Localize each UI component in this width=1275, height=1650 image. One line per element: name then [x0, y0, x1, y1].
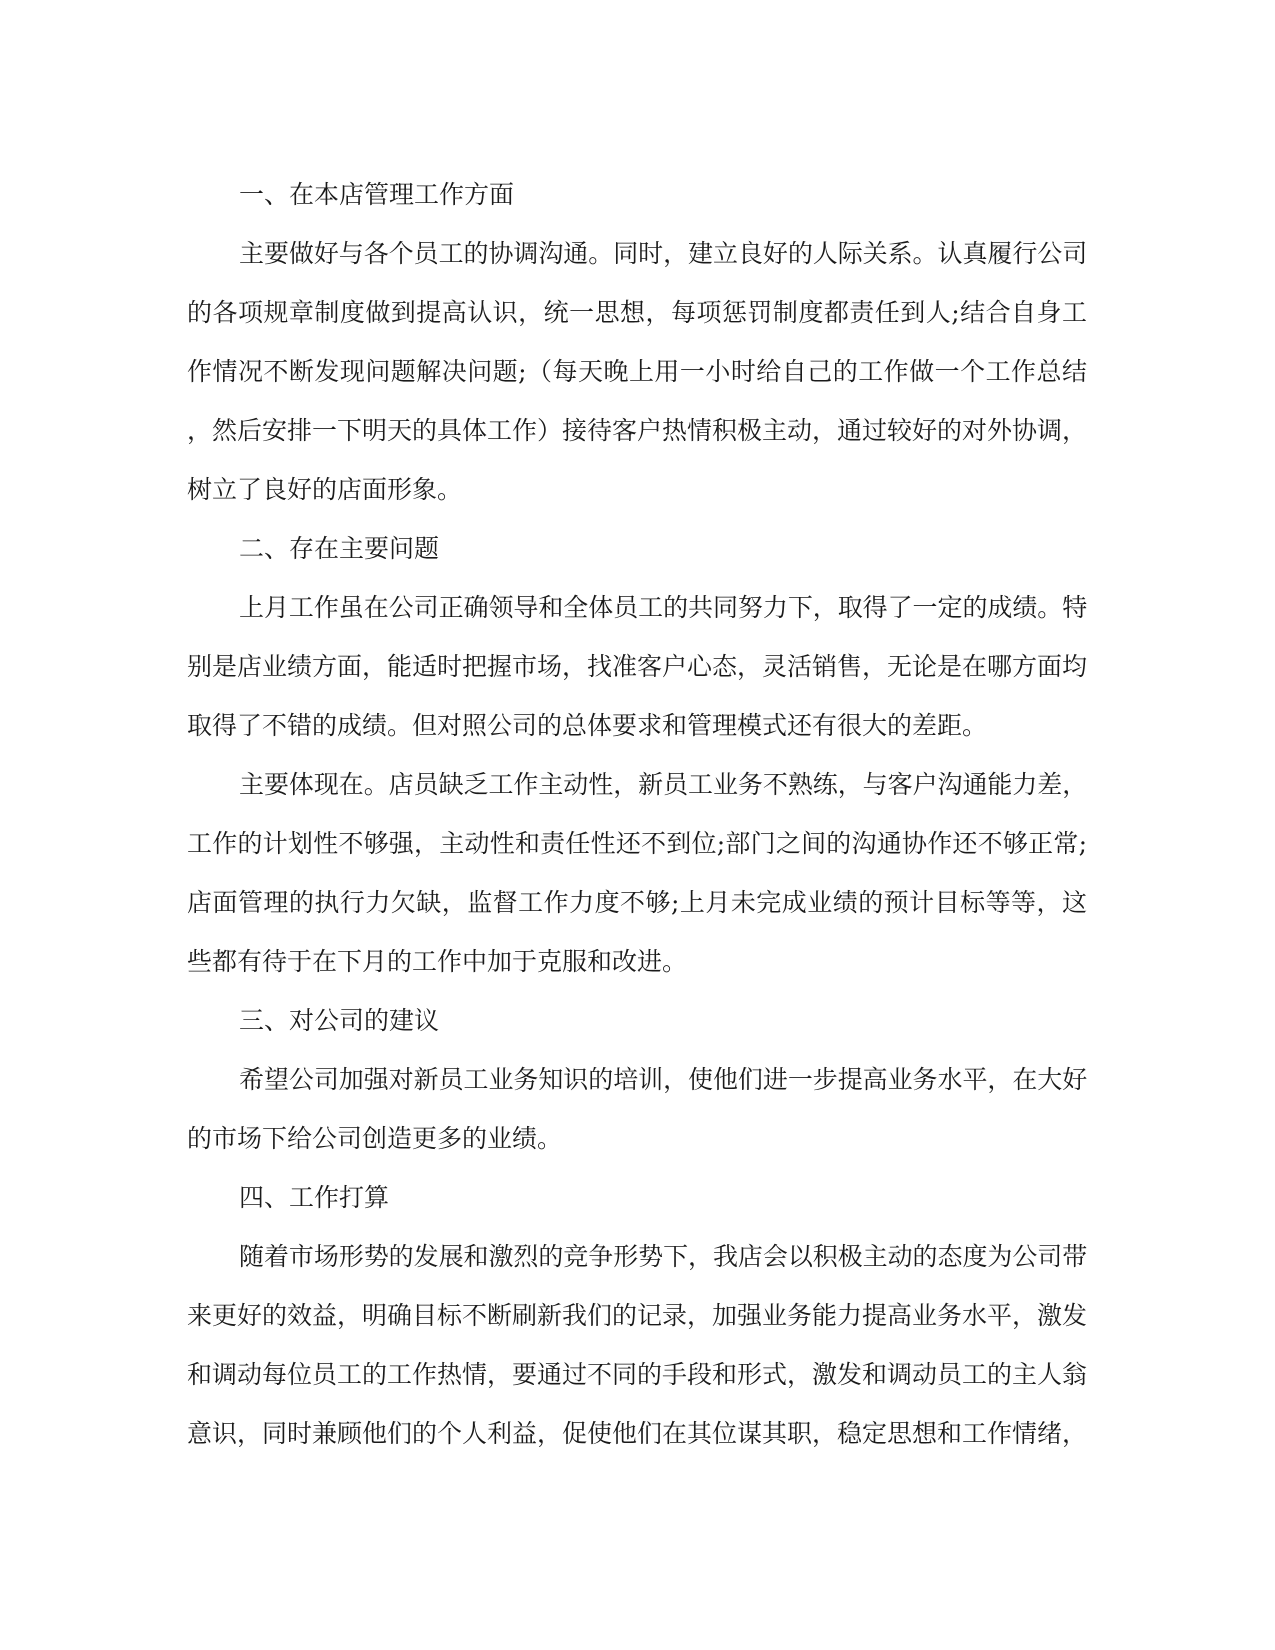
text-line: ，然后安排一下明天的具体工作）接待客户热情积极主动，通过较好的对外协调， — [187, 416, 1088, 445]
document-body — [187, 165, 1087, 1463]
text-line: 一、在本店管理工作方面 — [239, 180, 515, 209]
text-line: 和调动每位员工的工作热情，要通过不同的手段和形式，激发和调动员工的主人翁 — [187, 1360, 1088, 1389]
text-line: 树立了良好的店面形象。 — [187, 475, 463, 504]
text-line: 上月工作虽在公司正确领导和全体员工的共同努力下，取得了一定的成绩。特 — [239, 593, 1087, 622]
text-line: 主要体现在。店员缺乏工作主动性，新员工业务不熟练，与客户沟通能力差， — [239, 770, 1087, 799]
text-line: 作情况不断发现问题解决问题;（每天晚上用一小时给自己的工作做一个工作总结 — [187, 357, 1087, 386]
text-line: 工作的计划性不够强，主动性和责任性还不到位;部门之间的沟通协作还不够正常; — [187, 829, 1087, 858]
text-line: 意识，同时兼顾他们的个人利益，促使他们在其位谋其职，稳定思想和工作情绪， — [187, 1419, 1088, 1448]
text-line: 取得了不错的成绩。但对照公司的总体要求和管理模式还有很大的差距。 — [187, 711, 988, 740]
text-line: 些都有待于在下月的工作中加于克服和改进。 — [187, 947, 688, 976]
text-line: 三、对公司的建议 — [239, 1006, 440, 1035]
text-line: 四、工作打算 — [239, 1183, 390, 1212]
text-line: 的各项规章制度做到提高认识，统一思想，每项惩罚制度都责任到人;结合自身工 — [187, 298, 1087, 327]
text-line: 主要做好与各个员工的协调沟通。同时，建立良好的人际关系。认真履行公司 — [239, 239, 1087, 268]
text-line: 别是店业绩方面，能适时把握市场，找准客户心态，灵活销售，无论是在哪方面均 — [187, 652, 1088, 681]
text-line: 希望公司加强对新员工业务知识的培训，使他们进一步提高业务水平，在大好 — [239, 1065, 1087, 1094]
text-line: 来更好的效益，明确目标不断刷新我们的记录，加强业务能力提高业务水平，激发 — [187, 1301, 1088, 1330]
text-line: 随着市场形势的发展和激烈的竞争形势下，我店会以积极主动的态度为公司带 — [239, 1242, 1087, 1271]
text-line: 的市场下给公司创造更多的业绩。 — [187, 1124, 563, 1153]
text-line: 二、存在主要问题 — [239, 534, 440, 563]
text-line: 店面管理的执行力欠缺，监督工作力度不够;上月未完成业绩的预计目标等等，这 — [187, 888, 1087, 917]
